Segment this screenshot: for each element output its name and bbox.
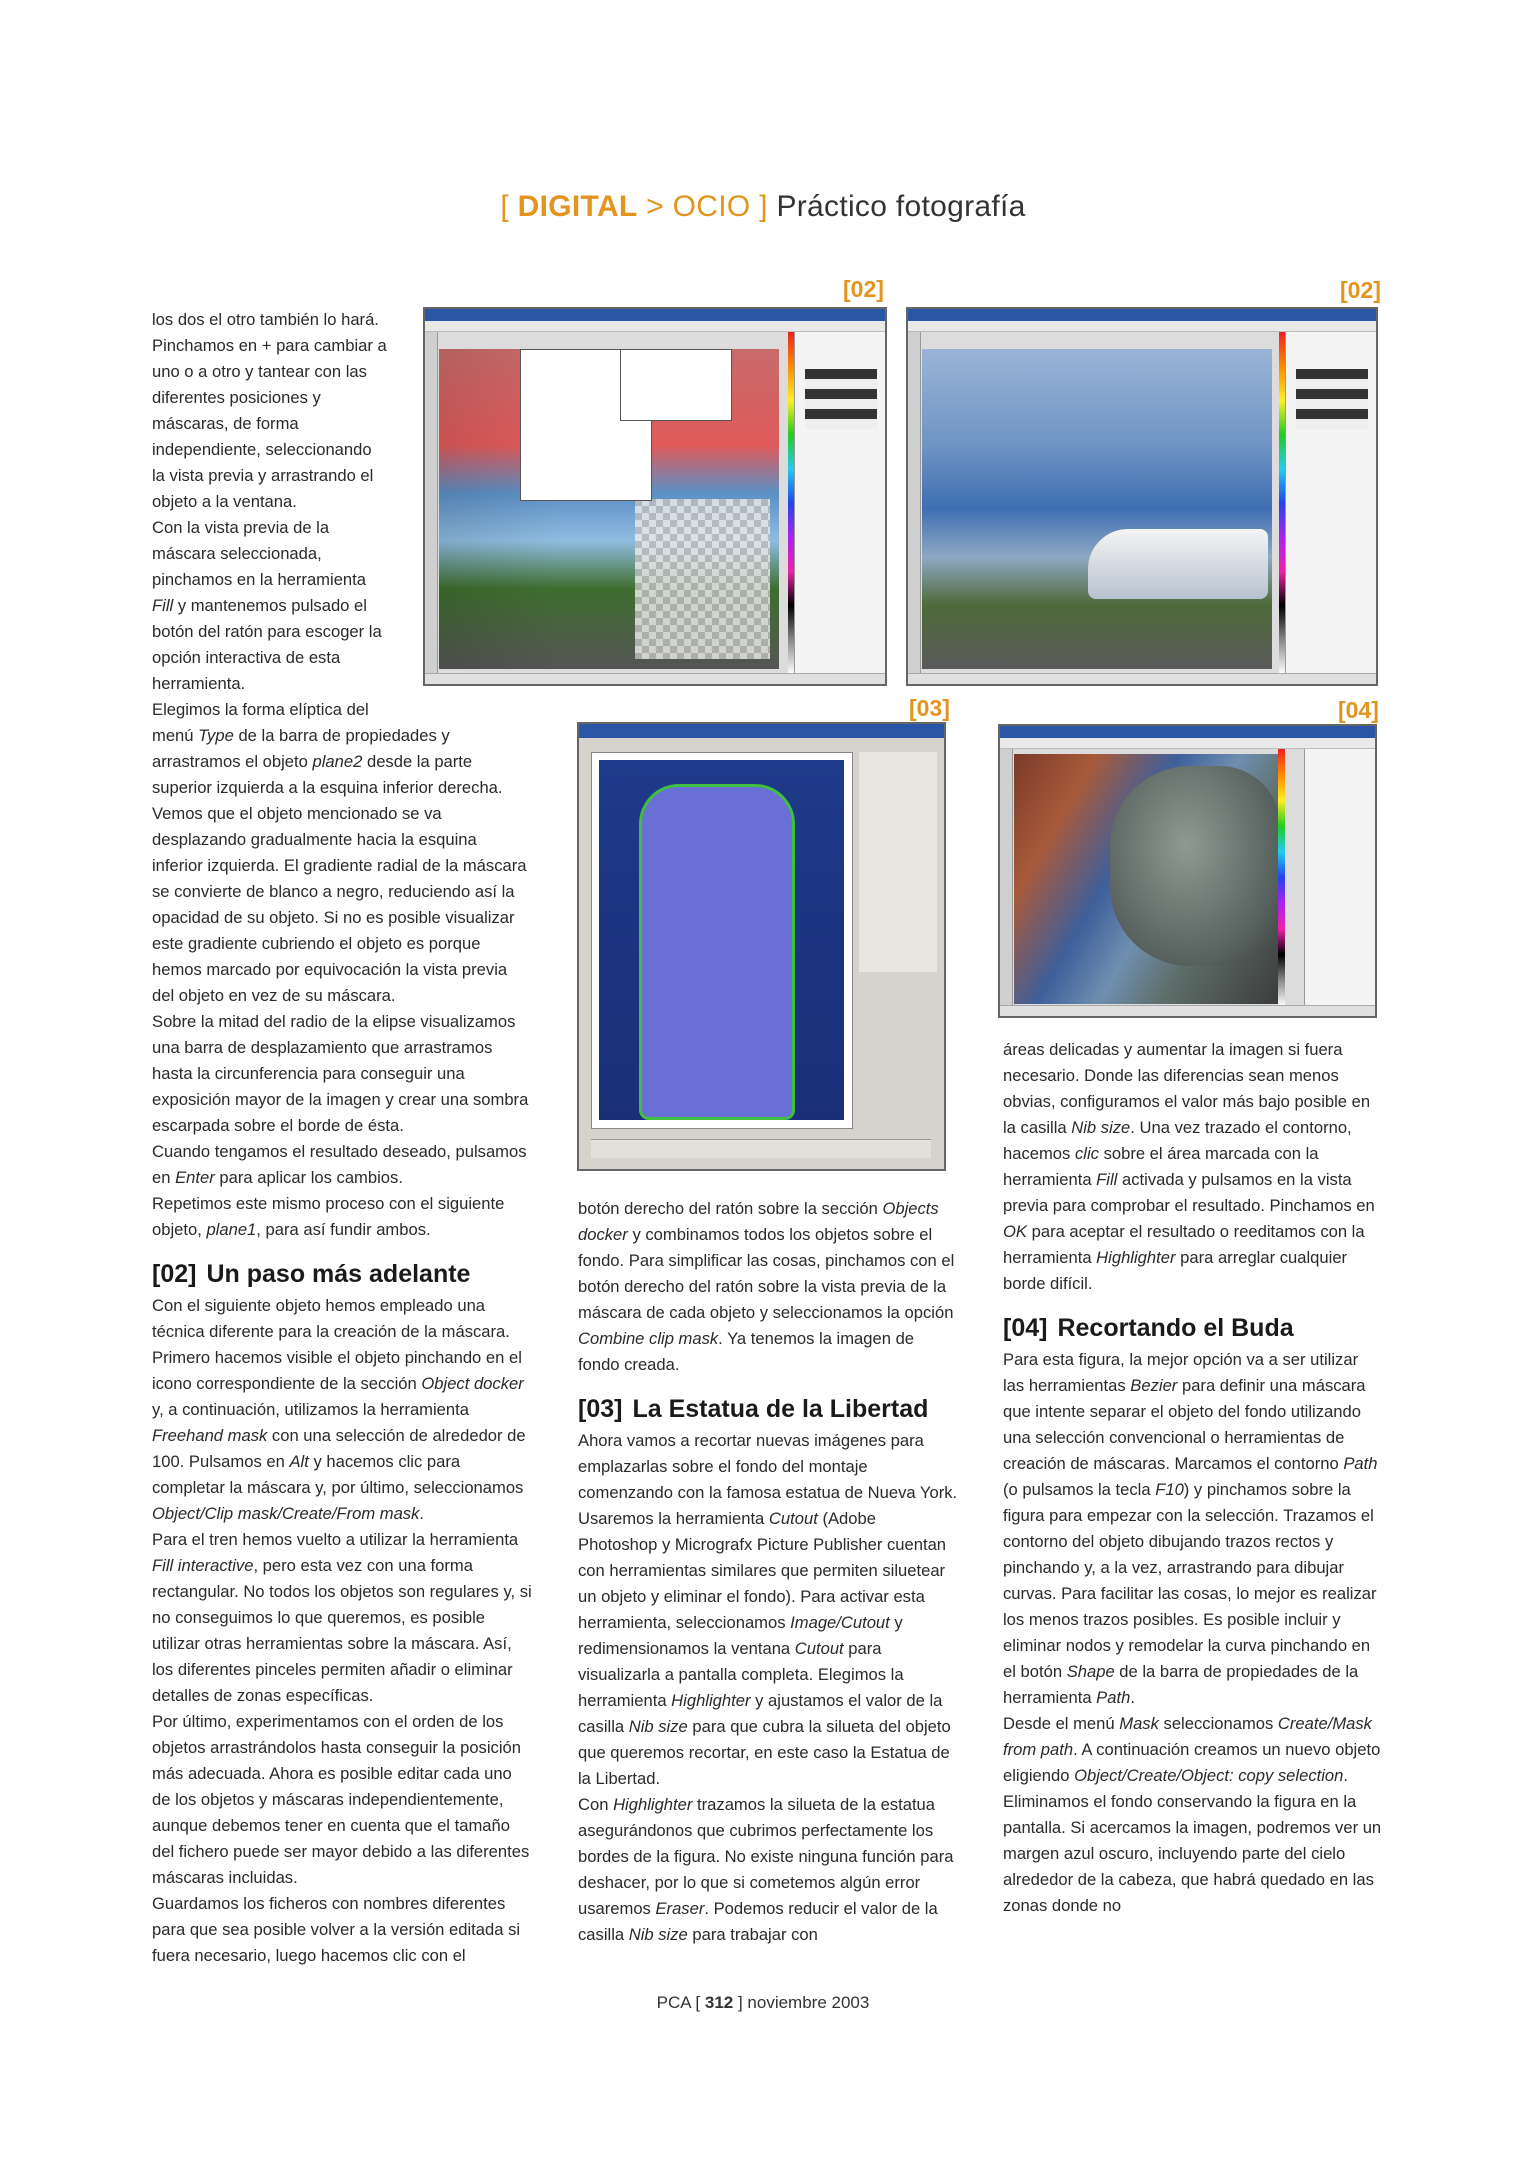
submenu — [620, 349, 732, 421]
paragraph: Cuando tengamos el resultado deseado, pulsamos en Enter para aplicar los cambios. — [152, 1142, 527, 1187]
column-1 — [152, 307, 532, 1969]
figure-label-02a: [02] — [843, 276, 884, 302]
paragraph: Repetimos este mismo proceso con el siguiente objeto, plane1, para así fundir ambos. — [152, 1194, 505, 1239]
statue-highlight — [639, 784, 795, 1120]
figure-label-03: [03] — [909, 695, 950, 721]
paragraph: Elegimos la forma elíptica del — [152, 700, 369, 719]
paragraph: Desde el menú Mask seleccionamos Create/Mask from path. A continuación creamos un nuevo objeto eligiendo Object/Create/Object: copy selection. Eliminamos el fondo conservando la figura en la pantalla. Si acercamos la imagen, podremos ver un margen azul oscuro, incluyendo parte del cielo alrededor de la cabeza, que habrá quedado en las zonas donde no — [1003, 1714, 1382, 1915]
header-subsection: OCIO — [672, 190, 751, 223]
paragraph: Sobre la mitad del radio de la elipse visualizamos una barra de desplazamiento que arrastramos hasta la circunferencia para conseguir una exposición mayor de la imagen y crear una sombra escarpada sobre el borde de ésta. — [152, 1012, 529, 1135]
header-bracket-close: ] — [759, 190, 768, 223]
footer-publication: PCA — [656, 1993, 691, 2012]
figure-label-04: [04] — [1338, 697, 1379, 723]
header-separator: > — [646, 190, 664, 223]
section-heading-03: [03] La Estatua de la Libertad — [578, 1395, 929, 1423]
section-heading-04: [04] Recortando el Buda — [1003, 1314, 1294, 1342]
column-3 — [1003, 1037, 1383, 1919]
section-header — [0, 190, 1526, 224]
footer-page-number: 312 — [704, 1993, 734, 2012]
header-title: Práctico fotografía — [776, 190, 1026, 223]
screenshot-cutout-dialog — [577, 722, 946, 1171]
column-2 — [578, 1196, 958, 1948]
paragraph: Guardamos los ficheros con nombres diferentes para que sea posible volver a la versión editada si fuera necesario, luego hacemos clic con el — [152, 1894, 521, 1965]
paragraph: Con Highlighter trazamos la silueta de la estatua asegurándonos que cubrimos perfectamente los bordes de la figura. No existe ninguna función para deshacer, por lo que si cometemos algún error usaremos Eraser. Podemos reducir el valor de la casilla Nib size para trabajar con — [578, 1795, 954, 1944]
figure-label-02b: [02] — [1340, 277, 1381, 303]
paragraph: Ahora vamos a recortar nuevas imágenes para emplazarlas sobre el fondo del montaje comenzando con la famosa estatua de Nueva York. Usaremos la herramienta Cutout (Adobe Photoshop y Micrografx Picture Publisher cuentan con herramientas similares que permiten siluetear un objeto y eliminar el fondo). Para activar esta herramienta, seleccionamos Image/Cutout y redimensionamos la ventana Cutout para visualizarla a pantalla completa. Elegimos la herramienta Highlighter y ajustamos el valor de la casilla Nib size para que cubra la silueta del objeto que queremos recortar, en este caso la Estatua de la Libertad. — [578, 1431, 958, 1788]
paragraph: Con la vista previa de la máscara seleccionada, pinchamos en la herramienta Fill y mantenemos pulsado el botón del ratón para escoger la opción interactiva de esta herramienta. — [152, 518, 382, 693]
paragraph: botón derecho del ratón sobre la sección Objects docker y combinamos todos los objetos sobre el fondo. Para simplificar las cosas, pinchamos con el botón derecho del ratón sobre la vista previa de la máscara de cada objeto y seleccionamos la opción Combine clip mask. Ya tenemos la imagen de fondo creada. — [578, 1199, 955, 1374]
section-heading-02: [02] Un paso más adelante — [152, 1260, 471, 1288]
header-bracket-open: [ — [500, 190, 510, 223]
paragraph: Para esta figura, la mejor opción va a ser utilizar las herramientas Bezier para definir una máscara que intente separar el objeto del fondo utilizando una selección convencional o herramientas de creación de máscaras. Marcamos el contorno Path (o pulsamos la tecla F10) y pinchamos sobre la figura para empezar con la selección. Trazamos el contorno del objeto dibujando trazos rectos y pinchando y, a la vez, arrastrando para dibujar curvas. Para facilitar las cosas, lo mejor es realizar los menos trazos posibles. Es posible incluir y eliminar nodos y remodelar la curva pinchando en el botón Shape de la barra de propiedades de la herramienta Path. — [1003, 1350, 1378, 1707]
screenshot-train-montage — [906, 307, 1378, 686]
paragraph: los dos el otro también lo hará. Pinchamos en + para cambiar a uno o a otro y tantear con las diferentes posiciones y máscaras, de forma independiente, seleccionando la vista previa y arrastrando el objeto a la ventana. — [152, 310, 387, 511]
paragraph: áreas delicadas y aumentar la imagen si fuera necesario. Donde las diferencias sean menos obvias, configuramos el valor más bajo posible en la casilla Nib size. Una vez trazado el contorno, hacemos clic sobre el área marcada con la herramienta Fill activada y pulsamos en la vista previa para comprobar el resultado. Pinchamos en OK para aceptar el resultado o reeditamos con la herramienta Highlighter para arreglar cualquier borde difícil. — [1003, 1040, 1375, 1293]
screenshot-buddha — [998, 724, 1377, 1018]
paragraph: Con el siguiente objeto hemos empleado una técnica diferente para la creación de la máscara. Primero hacemos visible el objeto pinchando en el icono correspondiente de la sección Object docker y, a continuación, utilizamos la herramienta Freehand mask con una selección de alrededor de 100. Pulsamos en Alt y hacemos clic para completar la máscara y, por último, seleccionamos Object/Clip mask/Create/From mask. — [152, 1296, 526, 1523]
paragraph: menú Type de la barra de propiedades y arrastramos el objeto plane2 desde la parte superior izquierda a la esquina inferior derecha. Vemos que el objeto mencionado se va desplazando gradualmente hacia la esquina inferior izquierda. El gradiente radial de la máscara se convierte de blanco a negro, reduciendo así la opacidad de su objeto. Si no es posible visualizar este gradiente cubriendo el objeto es porque hemos marcado por equivocación la vista previa del objeto en vez de su máscara. — [152, 726, 527, 1005]
page-footer: PCA [ 312 ] noviembre 2003 — [656, 1993, 870, 2012]
footer-date: noviembre 2003 — [747, 1993, 870, 2012]
train-image — [922, 349, 1272, 669]
paragraph: Por último, experimentamos con el orden de los objetos arrastrándolos hasta conseguir la posición más adecuada. Ahora es posible editar cada uno de los objetos y máscaras independientemente, aunque debemos tener en cuenta que el tamaño del fichero puede ser mayor debido a las diferentes máscaras incluidas. — [152, 1712, 530, 1887]
header-section: DIGITAL — [517, 190, 638, 223]
paragraph: Para el tren hemos vuelto a utilizar la herramienta Fill interactive, pero esta vez con una forma rectangular. No todos los objetos son regulares y, si no conseguimos lo que queremos, es posible utilizar otras herramientas sobre la máscara. Así, los diferentes pinceles permiten añadir o eliminar detalles de zonas específicas. — [152, 1530, 532, 1705]
